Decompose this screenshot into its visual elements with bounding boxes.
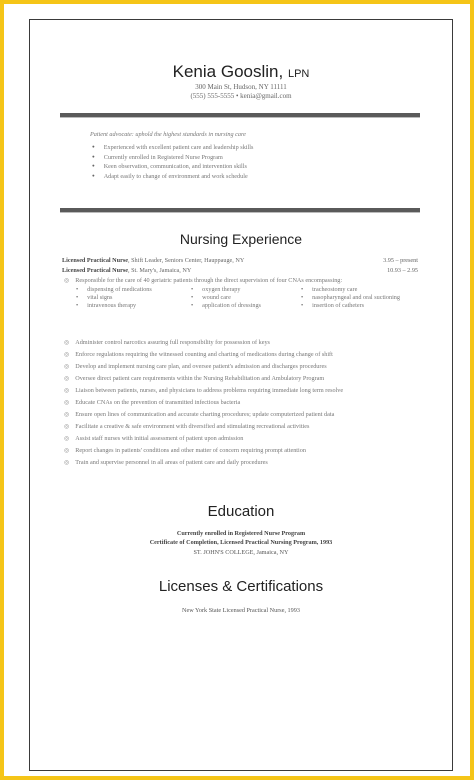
- credential: LPN: [287, 68, 310, 80]
- duty-item: ◎ Ensure open lines of communication and accurate charting procedures; update computerized patient data: [64, 411, 420, 418]
- list-item: • application of dressings: [191, 302, 261, 310]
- summary-list: [92, 143, 253, 181]
- list-item: ● Adapt easily to change of environment and work schedule: [92, 172, 253, 182]
- duty-item: ◎ Report changes in patients' conditions and other matter of concern requiring prompt attention: [64, 447, 420, 454]
- job-detail: , Shift Leader, Seniors Center, Hauppauge, NY: [127, 257, 245, 264]
- resume-page: [29, 19, 453, 771]
- duty-item: ◎ Educate CNAs on the prevention of transmitted infectious bacteria: [64, 399, 420, 406]
- list-item: • vital signs: [76, 294, 152, 302]
- page-background: [4, 4, 470, 776]
- list-item: • insertion of catheters: [301, 302, 400, 310]
- education-line: Certificate of Completion, Licensed Practical Nursing Program, 1993: [149, 539, 333, 546]
- duty-item: ◎ Develop and implement nursing care plan, and oversee patient's admission and discharges procedures: [64, 363, 420, 370]
- contact-block: [30, 83, 452, 101]
- summary-lead: Patient advocate: uphold the highest standards in nursing care: [90, 131, 246, 138]
- list-item: • wound care: [191, 294, 261, 302]
- job-entry: [62, 267, 418, 274]
- list-item: • dispensing of medications: [76, 286, 152, 294]
- name-text: Kenia Gooslin,: [172, 62, 284, 81]
- address: 300 Main St, Hudson, NY 11111: [195, 83, 287, 91]
- duty-lead: ◎ Responsible for the care of 40 geriatric patients through the direct supervision of four CNAs encompassing:: [64, 277, 420, 284]
- duty-item: ◎ Oversee direct patient care requirements within the Nursing Rehabilitation and Ambulatory Program: [64, 375, 420, 382]
- job-dates: 10.93 – 2.95: [387, 267, 418, 274]
- list-item: • oxygen therapy: [191, 286, 261, 294]
- list-item: • tracheostomy care: [301, 286, 400, 294]
- job-detail: , St. Mary's, Jamaica, NY: [127, 267, 192, 274]
- list-item: ● Keen observation, communication, and intervention skills: [92, 162, 253, 172]
- education-line: ST. JOHN'S COLLEGE, Jamaica, NY: [193, 549, 289, 556]
- duty-item: ◎ Administer control narcotics assuring full responsibility for possession of keys: [64, 339, 420, 346]
- duty-item: ◎ Train and supervise personnel in all areas of patient care and daily procedures: [64, 459, 420, 466]
- duty-item: ◎ Facilitate a creative & safe environment with diversified and stimulating recreational activities: [64, 423, 420, 430]
- duty-item: ◎ Assist staff nurses with initial assessment of patient upon admission: [64, 435, 420, 442]
- duties-column: [191, 286, 261, 311]
- duties-column: [301, 286, 400, 311]
- license-line: New York State Licensed Practical Nurse, 1993: [182, 607, 300, 614]
- duty-item: ◎ Enforce regulations requiring the witnessed counting and charting of medications during change of shift: [64, 351, 420, 358]
- candidate-name: [30, 62, 452, 82]
- list-item: ● Experienced with excellent patient care and leadership skills: [92, 143, 253, 153]
- experience-heading: Nursing Experience: [179, 231, 303, 247]
- list-item: ● Currently enrolled in Registered Nurse Program: [92, 153, 253, 163]
- job-dates: 3.95 – present: [383, 257, 418, 264]
- list-item: • intravenous therapy: [76, 302, 152, 310]
- job-title: Licensed Practical Nurse: [62, 267, 128, 274]
- education-line: Currently enrolled in Registered Nurse Program: [176, 530, 306, 537]
- duty-item: ◎ Liaison between patients, nurses, and physicians to address problems requiring immediate long term resolve: [64, 387, 420, 394]
- divider-top: [60, 113, 420, 118]
- duties-column: [76, 286, 152, 311]
- divider-middle: [60, 208, 420, 213]
- job-title: Licensed Practical Nurse: [62, 257, 128, 264]
- list-item: • nasopharyngeal and oral suctioning: [301, 294, 400, 302]
- job-entry: [62, 257, 418, 264]
- contact-line: (555) 555-5555 • kenia@gmail.com: [190, 92, 292, 100]
- licenses-heading: Licenses & Certifications: [158, 578, 324, 595]
- education-heading: Education: [207, 503, 275, 520]
